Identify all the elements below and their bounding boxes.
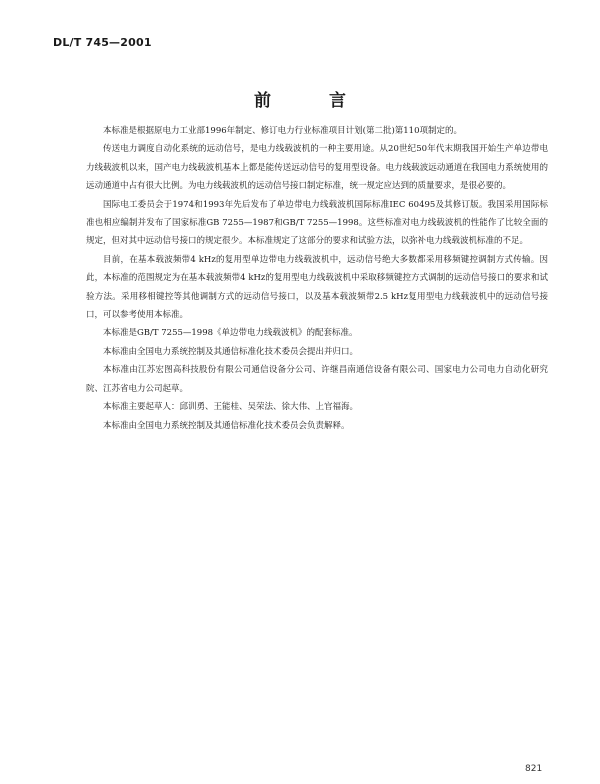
- page-title: 前 言: [254, 91, 372, 111]
- paragraph: 本标准是根据原电力工业部1996年制定、修订电力行业标准项目计划(第二批)第110项制定的。: [103, 126, 462, 136]
- paragraph: 国际电工委员会于1974和1993年先后发布了单边带电力线载波机国际标准IEC 60495及其修订版。我国采用国际标准也相应编制并发布了国家标准GB 7255—1987和GB/T 7255—1998。这些标准对电力线载波机的性能作了比较全面的规定，但对其中远动信号接口的规定很少。本标准规定了这部分的要求和试验方法，以弥补电力线载波机标准的不足。: [86, 199, 548, 247]
- body-text: [86, 122, 548, 435]
- document-code: DL/T 745—2001: [53, 36, 152, 49]
- paragraph: 传送电力调度自动化系统的远动信号，是电力线载波机的一种主要用途。从20世纪50年代末期我国开始生产单边带电力线载波机以来，国产电力线载波机基本上都是能传送远动信号的复用型设备。电力线载波远动通道在我国电力系统使用的远动通道中占有很大比例。为电力线载波机的远动信号接口制定标准，统一规定应达到的质量要求，是很必要的。: [86, 144, 548, 192]
- paragraph: 本标准是GB/T 7255—1998《单边带电力线载波机》的配套标准。: [103, 328, 358, 339]
- paragraph: 目前，在基本载波频带4 kHz的复用型单边带电力线载波机中，远动信号绝大多数都采用移频键控调制方式传输。因此，本标准的范围规定为在基本载波频带4 kHz的复用型电力线载波机中采取移频键控方式调制的远动信号接口的要求和试验方法。采用移相键控等其他调制方式的远动信号接口，以及基本载波频带2.5 kHz复用型电力线载波机中的远动信号接口，可以参考使用本标准。: [86, 254, 548, 321]
- paragraph: 本标准由全国电力系统控制及其通信标准化技术委员会负责解释。: [103, 420, 350, 431]
- paragraph: 本标准由江苏宏图高科技股份有限公司通信设备分公司、许继昌南通信设备有限公司、国家电力公司电力自动化研究院、江苏省电力公司起草。: [86, 365, 548, 394]
- paragraph: 本标准由全国电力系统控制及其通信标准化技术委员会提出并归口。: [103, 346, 359, 357]
- page-number: 821: [525, 764, 543, 774]
- paragraph: 本标准主要起草人：邱训勇、王能桂、吴荣法、徐大伟、上官福海。: [103, 402, 359, 413]
